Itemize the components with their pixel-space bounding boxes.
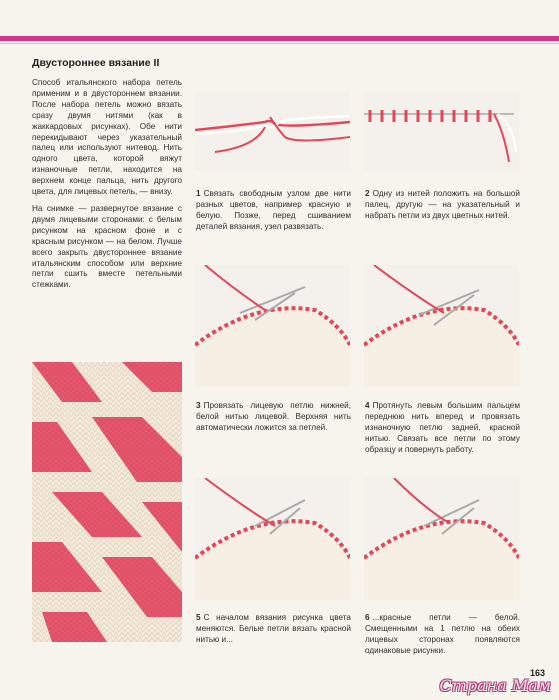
step-2-photo (364, 92, 519, 170)
step-5-text: С началом вязания рисунка цвета меняются. Белые петли вязать красной нитью и... (196, 613, 351, 644)
step-3-photo (195, 265, 350, 387)
step-2-text: Одну из нитей положить на большой палец, другую — на указательный и набрать петли из двух цветных нитей. (365, 189, 520, 220)
page-title: Двустороннее вязание II (32, 57, 160, 69)
step-1-caption (196, 188, 351, 232)
step-3-caption (196, 400, 351, 433)
step-5-caption (196, 612, 351, 645)
step-6-number: 6 (365, 613, 370, 622)
step-6-text: ...красные петли — белой. Смещенными на 1 петлю на обеих лицевых сторонах появляются одинаковые рисунки. (365, 613, 520, 655)
step-5-number: 5 (196, 613, 201, 622)
step-6-caption (365, 612, 520, 656)
intro-text (32, 78, 182, 297)
step-1-number: 1 (196, 189, 201, 198)
step-4-caption (365, 400, 520, 455)
step-2-caption (365, 188, 520, 221)
header-rule (0, 36, 559, 41)
site-watermark: Страна Мам (439, 676, 551, 695)
step-6-photo (364, 478, 519, 600)
step-4-photo (364, 265, 519, 387)
fabric-sample-photo (32, 362, 182, 642)
page-number: 163 (529, 668, 545, 678)
intro-paragraph-1: Способ итальянского набора петель применим и в двустороннем вязании. После набора петель можно вязать сразу двумя нитями (как в жаккардовых рисунках). Обе нити перекидывают через указательный палец или используют нитевод. Нить одного цвета, которой вяжут изнаночные петли, находится на верхнем конце пальца, нить другого цвета, для лицевых петель, — внизу. (32, 78, 182, 197)
step-1-text: Связать свободным узлом две нити разных цветов, например красную и белую. Позже, перед сшиванием деталей вязания, узел развязать. (196, 189, 351, 231)
step-2-number: 2 (365, 189, 370, 198)
step-3-text: Провязать лицевую петлю нижней, белой нитью лицевой. Верхняя нить автоматически ложится за петлей. (196, 401, 351, 432)
step-3-number: 3 (196, 401, 201, 410)
header-rule-thin (0, 43, 559, 44)
step-4-text: Протянуть левым большим пальцем переднюю нить вперед и провязать изнаночную петлю задней, красной нитью. Связать все петли по этому образцу и повернуть работу. (365, 401, 520, 454)
step-5-photo (195, 478, 350, 600)
step-4-number: 4 (365, 401, 370, 410)
step-1-photo (195, 92, 350, 170)
intro-paragraph-2: На снимке — развернутое вязание с двумя лицевыми сторонами: с белым рисунком на красном фоне и с красным рисунком — на белом. Лучше всего закрыть двустороннее вязание итальянским способом или верхние петли сшить вместе петельными стежками. (32, 203, 182, 290)
